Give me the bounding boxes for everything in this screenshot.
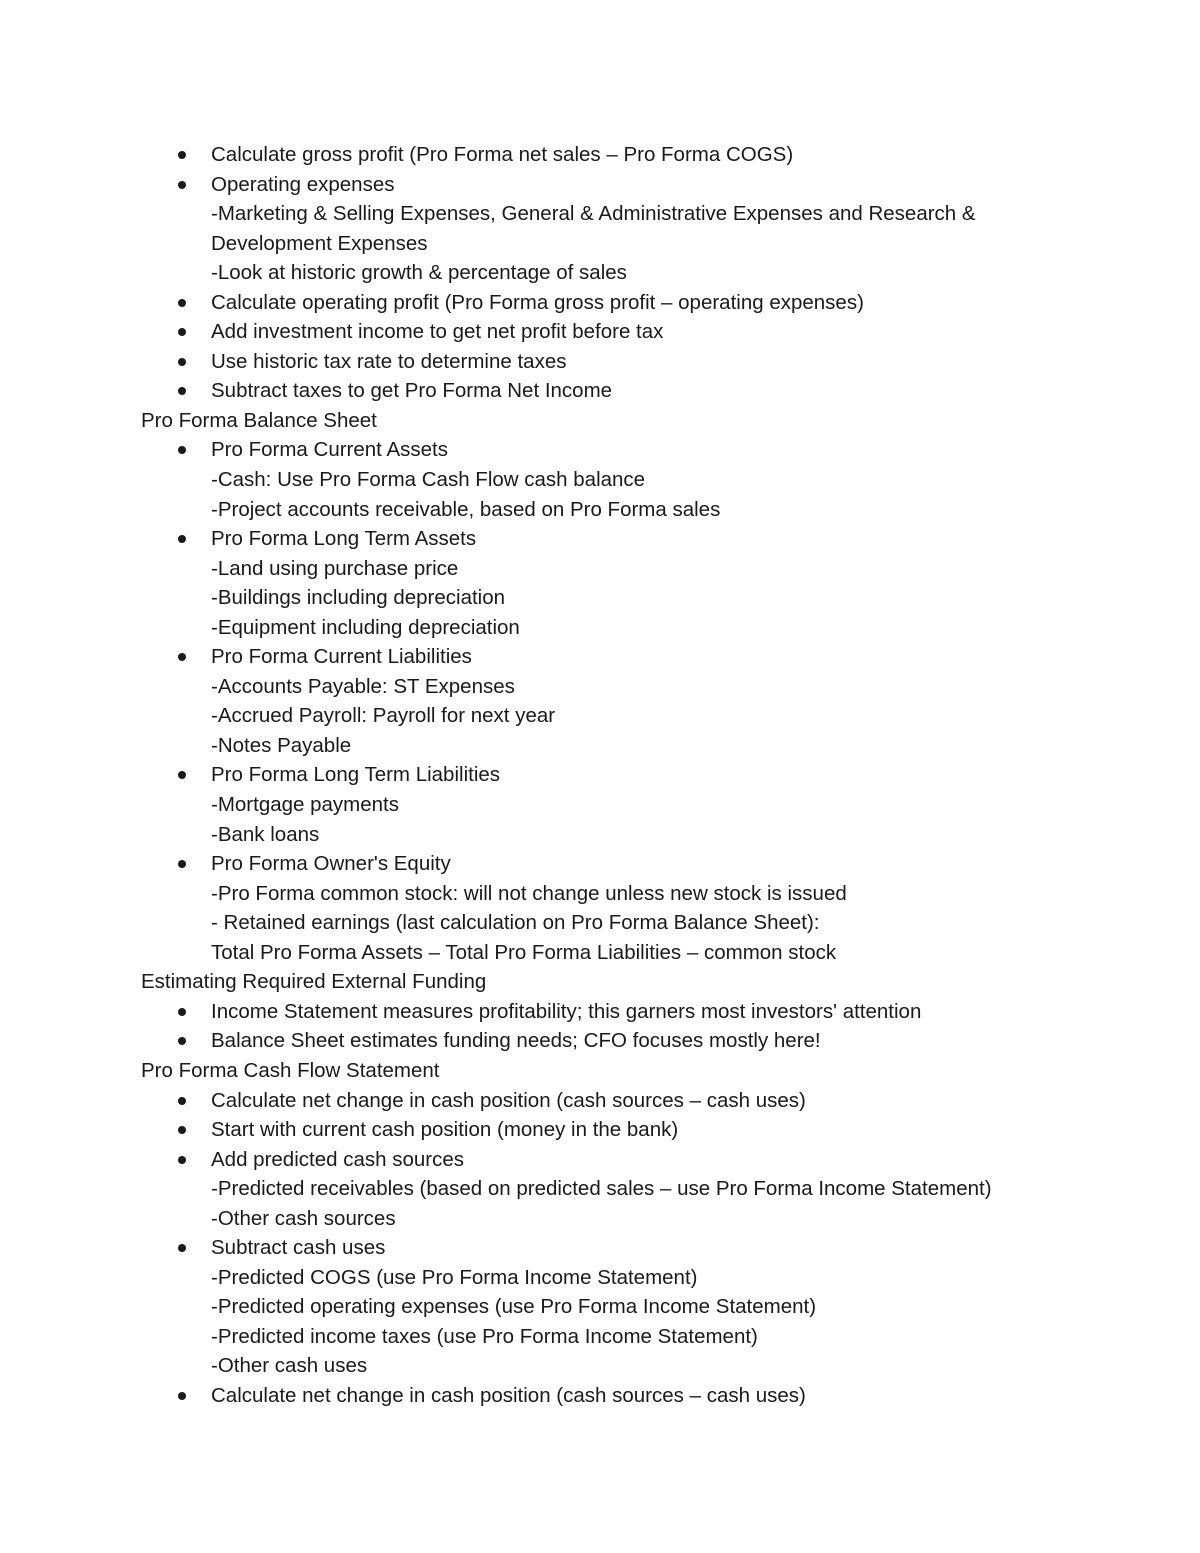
sub-item-text: -Pro Forma common stock: will not change unless new stock is issued xyxy=(211,881,847,905)
bullet-dot-icon xyxy=(178,446,186,454)
bullet-list xyxy=(141,1086,1121,1411)
bullet-dot-icon xyxy=(178,1126,186,1134)
list-item xyxy=(211,849,1121,967)
list-item-text: Calculate gross profit (Pro Forma net sales – Pro Forma COGS) xyxy=(211,143,794,166)
bullet-dot-icon xyxy=(178,860,186,868)
bullet-dot-icon xyxy=(178,328,186,336)
section-heading: Pro Forma Cash Flow Statement xyxy=(141,1058,440,1082)
bullet-dot-icon xyxy=(178,151,186,159)
sub-item-text: -Accrued Payroll: Payroll for next year xyxy=(211,704,556,728)
list-item xyxy=(211,524,1121,642)
section-heading: Estimating Required External Funding xyxy=(141,970,487,994)
sub-item-text: Total Pro Forma Assets – Total Pro Forma Liabilities – common stock xyxy=(211,940,837,964)
list-item-text: Calculate operating profit (Pro Forma gross profit – operating expenses) xyxy=(211,290,864,314)
list-item-text: Pro Forma Long Term Liabilities xyxy=(211,763,501,787)
bullet-dot-icon xyxy=(178,1008,186,1016)
bullet-dot-icon xyxy=(178,1097,186,1105)
list-item-text: Subtract cash uses xyxy=(211,1236,386,1260)
list-item xyxy=(211,1026,1121,1056)
list-item-text: Pro Forma Long Term Assets xyxy=(211,527,477,551)
sub-item-text: - Retained earnings (last calculation on Pro Forma Balance Sheet): xyxy=(211,911,820,935)
list-item-text: Operating expenses xyxy=(211,172,395,196)
list-item xyxy=(211,997,1121,1027)
list-item xyxy=(211,435,1121,524)
bullet-dot-icon xyxy=(178,771,186,779)
sub-item-text: -Mortgage payments xyxy=(211,793,400,817)
bullet-list xyxy=(141,997,1121,1056)
list-item xyxy=(211,170,1121,288)
list-item xyxy=(211,1086,1121,1116)
sub-item-text: Development Expenses xyxy=(211,231,428,255)
sub-item-text: -Other cash sources xyxy=(211,1206,396,1230)
list-item-text: Add investment income to get net profit before tax xyxy=(211,320,664,344)
sub-item-text: -Land using purchase price xyxy=(211,556,459,580)
list-item-text: Calculate net change in cash position (cash sources – cash uses) xyxy=(211,1088,806,1112)
list-item xyxy=(211,642,1121,760)
bullet-dot-icon xyxy=(178,299,186,307)
bullet-dot-icon xyxy=(178,358,186,366)
section-heading: Pro Forma Balance Sheet xyxy=(141,408,377,432)
list-item xyxy=(211,1115,1121,1145)
sub-item-text: -Equipment including depreciation xyxy=(211,615,520,639)
sub-item-text: -Cash: Use Pro Forma Cash Flow cash balance xyxy=(211,468,646,492)
bullet-dot-icon xyxy=(178,653,186,661)
sub-item-text: -Project accounts receivable, based on Pro Forma sales xyxy=(211,497,721,521)
sub-item-text: -Other cash uses xyxy=(211,1354,368,1378)
bullet-dot-icon xyxy=(178,1037,186,1045)
sub-item-text: -Predicted COGS (use Pro Forma Income Statement) xyxy=(211,1265,698,1289)
bullet-dot-icon xyxy=(178,1244,186,1252)
list-item xyxy=(211,347,1121,377)
list-item xyxy=(211,288,1121,318)
sub-item-text: -Marketing & Selling Expenses, General & Administrative Expenses and Research & xyxy=(211,202,976,226)
bullet-list xyxy=(141,435,1121,967)
list-item xyxy=(211,376,1121,406)
sub-item-text: -Predicted operating expenses (use Pro Forma Income Statement) xyxy=(211,1295,817,1319)
list-item-text: Calculate net change in cash position (cash sources – cash uses) xyxy=(211,1383,806,1407)
list-item-text: Use historic tax rate to determine taxes xyxy=(211,349,567,373)
bullet-dot-icon xyxy=(178,387,186,395)
list-item xyxy=(211,1381,1121,1411)
bullet-dot-icon xyxy=(178,181,186,189)
list-item xyxy=(211,1145,1121,1234)
list-item xyxy=(211,140,1121,170)
list-item-text: Pro Forma Current Assets xyxy=(211,438,448,462)
sub-item-text: -Predicted income taxes (use Pro Forma Income Statement) xyxy=(211,1324,758,1348)
list-item xyxy=(211,317,1121,347)
sub-item-text: -Buildings including depreciation xyxy=(211,586,506,610)
list-item-text: Add predicted cash sources xyxy=(211,1147,464,1171)
list-item-text: Pro Forma Current Liabilities xyxy=(211,645,472,669)
list-item-text: Pro Forma Owner's Equity xyxy=(211,852,451,876)
bullet-list xyxy=(141,140,1121,406)
bullet-dot-icon xyxy=(178,1156,186,1164)
sub-item-text: -Look at historic growth & percentage of sales xyxy=(211,261,627,285)
bullet-dot-icon xyxy=(178,1392,186,1400)
list-item xyxy=(211,1233,1121,1381)
bullet-dot-icon xyxy=(178,535,186,543)
sub-item-text: -Accounts Payable: ST Expenses xyxy=(211,674,515,698)
document-body xyxy=(141,140,1121,1411)
list-item-text: Subtract taxes to get Pro Forma Net Income xyxy=(211,379,613,403)
list-item-text: Income Statement measures profitability; this garners most investors' attention xyxy=(211,999,922,1023)
sub-item-text: -Bank loans xyxy=(211,822,320,846)
list-item xyxy=(211,760,1121,849)
sub-item-text: -Notes Payable xyxy=(211,733,352,757)
sub-item-text: -Predicted receivables (based on predicted sales – use Pro Forma Income Statement) xyxy=(211,1177,992,1201)
list-item-text: Start with current cash position (money in the bank) xyxy=(211,1118,679,1142)
list-item-text: Balance Sheet estimates funding needs; CFO focuses mostly here! xyxy=(211,1029,821,1053)
